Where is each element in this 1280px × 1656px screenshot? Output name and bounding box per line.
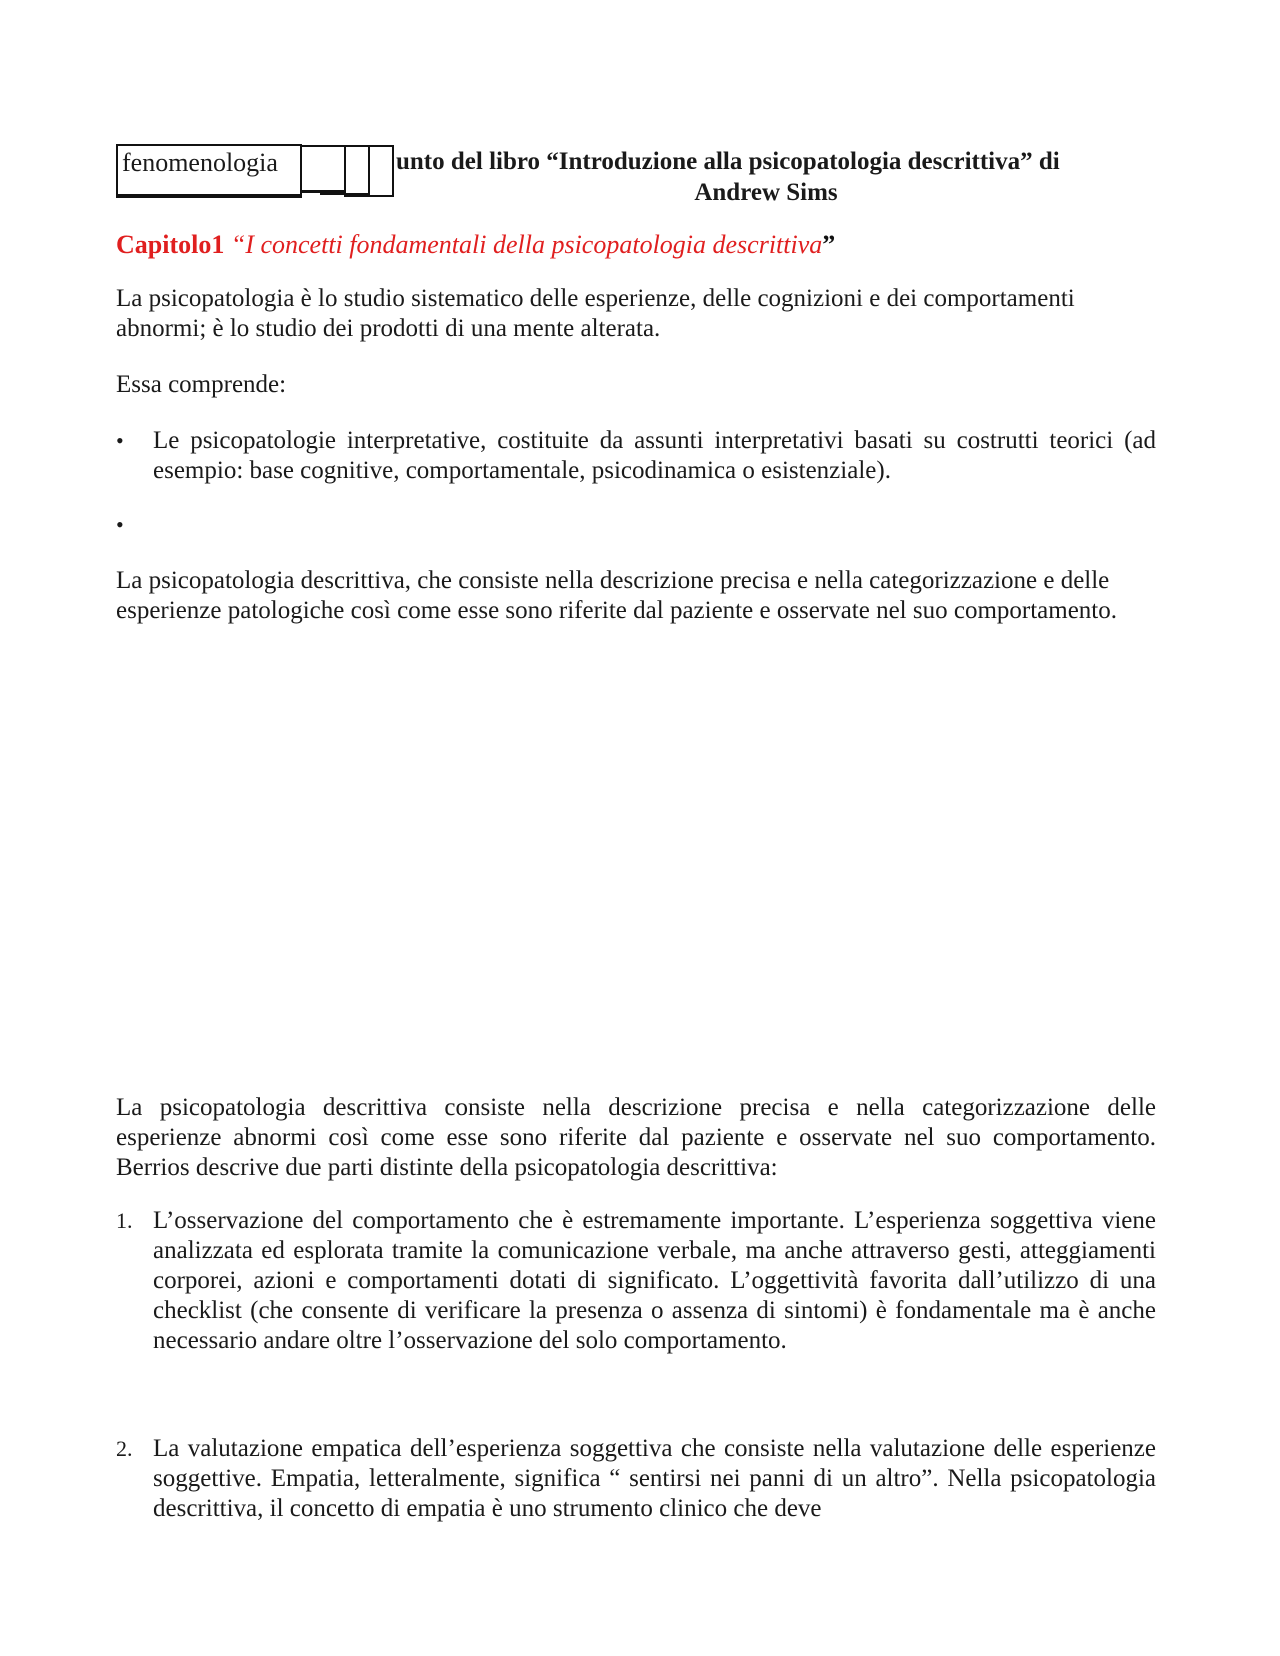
title-line-2: Andrew Sims [694,179,838,206]
number-mark: 2. [116,1436,133,1461]
text-box-frame-1[interactable] [300,145,346,193]
paragraph-descriptive: La psicopatologia descrittiva, che consiste nella descrizione precisa e nella categorizzazione e delle esperienze patologiche così come esse sono riferite dal paziente e osservate nel suo comportamento. [116,567,1118,624]
numbered-text: L’osservazione del comportamento che è estremamente importante. L’esperienza soggettiva viene analizzata ed esplorata tramite la comunicazione verbale, ma anche attraverso gesti, atteggiamenti corporei, azioni e comportamenti dotati di significato. L’oggettività favorita dall’utilizzo di una checklist (che consente di verificare la presenza o assenza di sintomi) è fondamentale ma è anche necessario andare oltre l’osservazione del solo comportamento. [153,1207,1156,1354]
document-title [396,146,1136,208]
title-line-1: unto del libro “Introduzione alla psicopatologia descrittiva” di [396,148,1060,175]
chapter-heading [116,230,1156,260]
bullet-text: Le psicopatologie interpretative, costituite da assunti interpretativi basati su costrutti teorici (ad esempio: base cognitive, comportamentale, psicodinamica o esistenziale). [153,427,1156,484]
chapter-title: I concetti fondamentali della psicopatologia descrittiva [245,230,823,259]
chapter-label: Capitolo1 [116,230,225,259]
text-box-label: fenomenologia [122,148,278,177]
chapter-open-quote: “ [230,230,246,259]
chapter-close-quote: ” [822,230,836,259]
text-box-fenomenologia[interactable] [116,144,302,198]
paragraph-definition: La psicopatologia è lo studio sistematico delle esperienze, delle cognizioni e dei comportamenti abnormi; è lo studio dei prodotti di una mente alterata. [116,285,1075,342]
paragraph-intro: Essa comprende: [116,371,287,398]
numbered-text: La valutazione empatica dell’esperienza soggettiva che consiste nella valutazione delle esperienze soggettive. Empatia, letteralmente, significa “ sentirsi nei panni di un altro”. Nella psicopatologia descrittiva, il concetto di empatia è uno strumento clinico che deve [153,1435,1156,1522]
bullet-mark: • [116,428,124,453]
paragraph-berrios: La psicopatologia descrittiva consiste nella descrizione precisa e nella categorizzazione delle esperienze abnormi così come esse sono riferite dal paziente e osservate nel suo comportamento. Berrios descrive due parti distinte della psicopatologia descrittiva: [116,1094,1156,1181]
bullet-mark: • [116,512,124,537]
number-mark: 1. [116,1208,133,1233]
